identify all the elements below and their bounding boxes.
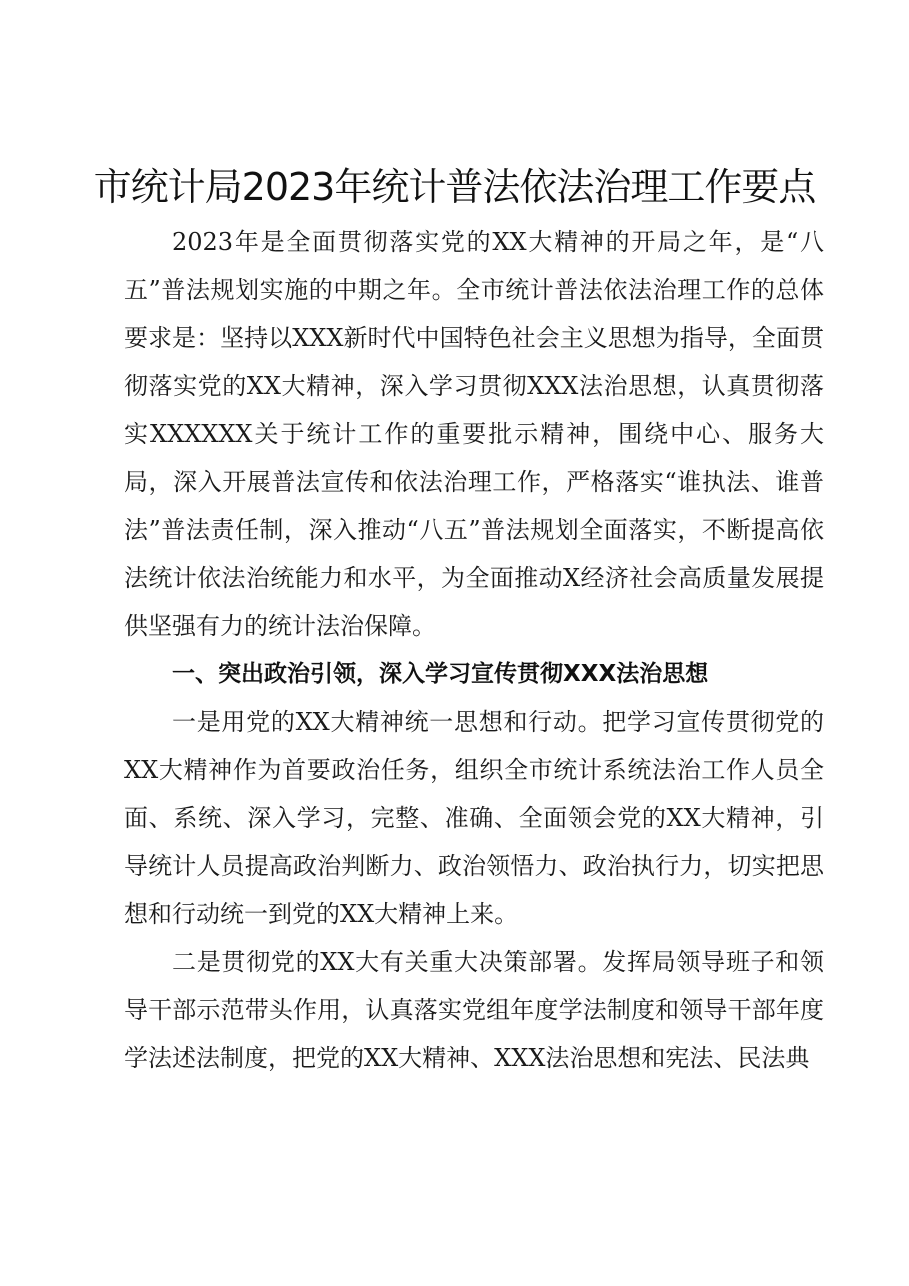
section-heading-1: 一、突出政治引领，深入学习宣传贯彻XXX法治思想 <box>172 661 709 687</box>
item-paragraph-2: 二是贯彻党的XX大有关重大决策部署。发挥局领导班子和领导干部示范带头作用，认真落实党组年度学法制度和领导干部年度学法述法制度，把党的XX大精神、XXX法治思想和宪法、民法典 <box>124 948 824 1072</box>
intro-paragraph: 2023年是全面贯彻落实党的XX大精神的开局之年，是“八五”普法规划实施的中期之年。全市统计普法依法治理工作的总体要求是：坚持以XXX新时代中国特色社会主义思想为指导，全面贯彻落实党的XX大精神，深入学习贯彻XXX法治思想，认真贯彻落实XXXXXX关于统计工作的重要批示精神，围绕中心、服务大局，深入开展普法宣传和依法治理工作，严格落实“谁执法、谁普法”普法责任制，深入推动“八五”普法规划全面落实，不断提高依法统计依法治统能力和水平，为全面推动X经济社会高质量发展提供坚强有力的统计法治保障。 <box>124 228 824 640</box>
document-body <box>124 218 824 1082</box>
item-paragraph-1: 一是用党的XX大精神统一思想和行动。把学习宣传贯彻党的XX大精神作为首要政治任务，组织全市统计系统法治工作人员全面、系统、深入学习，完整、准确、全面领会党的XX大精神，引导统计人员提高政治判断力、政治领悟力、政治执行力，切实把思想和行动统一到党的XX大精神上来。 <box>124 708 824 928</box>
document-title: 市统计局2023年统计普法依法治理工作要点 <box>93 165 816 209</box>
